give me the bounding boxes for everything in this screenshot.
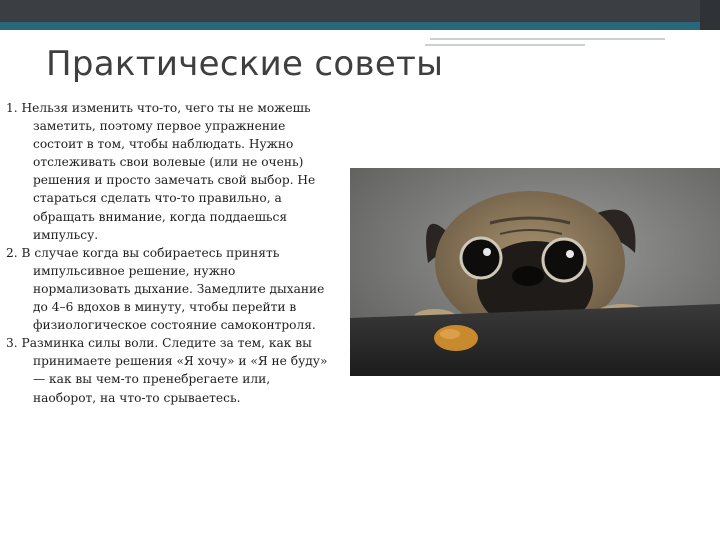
header-corner-block bbox=[700, 0, 720, 30]
header-decor-line bbox=[430, 38, 665, 40]
header-bar bbox=[0, 0, 720, 22]
header-decor-line bbox=[425, 44, 585, 46]
list-item: 2. В случае когда вы собираетесь принять импульсивное решение, нужно нормализовать дыхание. Замедлите дыхание до 4–6 вдохов в минуту, чтобы перейти в физиологическое состояние самоконтроля. bbox=[6, 245, 325, 333]
list-item: 3. Разминка силы воли. Следите за тем, как вы принимаете решения «Я хочу» и «Я не буду» — как вы чем-то пренебрегаете или, наоборот, на что-то срываетесь. bbox=[6, 336, 328, 405]
pug-photo bbox=[350, 168, 720, 376]
header-accent-bar bbox=[0, 22, 700, 30]
tips-list bbox=[6, 99, 336, 407]
list-item: 1. Нельзя изменить что-то, чего ты не можешь заметить, поэтому первое упражнение состоит в том, чтобы наблюдать. Нужно отслеживать свои волевые (или не очень) решения и просто замечать свой выбор. Не стараться сделать что-то правильно, а обращать внимание, когда поддаешься импульсу. bbox=[6, 101, 316, 242]
slide-title: Практические советы bbox=[46, 44, 444, 84]
